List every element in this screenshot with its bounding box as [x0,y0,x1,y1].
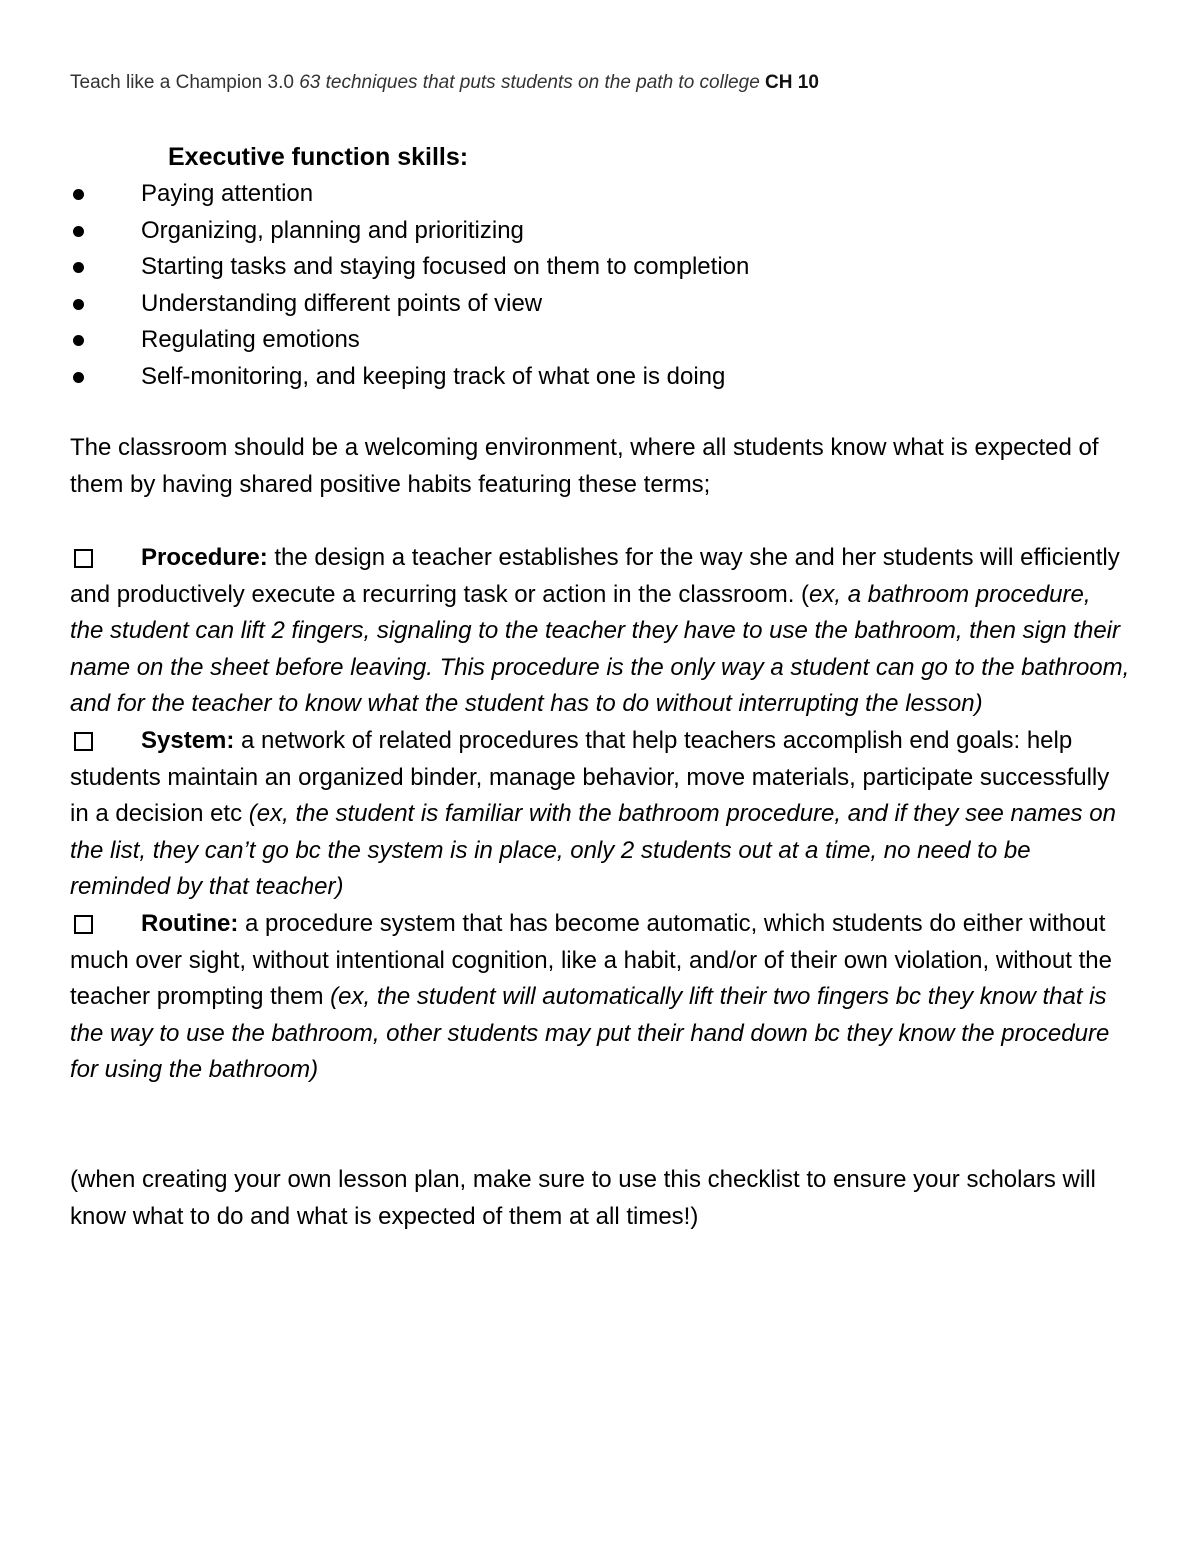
bullet-dot-icon [73,189,84,200]
term-name: Routine: [141,909,239,937]
terms-checklist [70,540,1130,1089]
term-definition: a procedure system that has become automatic, which students do either without much over sight, without intentional cognition, like a habit, and/or of their own violation, without the teacher prompting them [70,909,1112,1011]
term-routine [70,906,1130,1089]
list-item [70,176,749,213]
closing-paragraph: (when creating your own lesson plan, make sure to use this checklist to ensure your scholars will know what to do and what is expected of them at all times!) [70,1166,1096,1230]
checkbox-empty-icon[interactable] [74,549,93,568]
list-item [70,359,749,396]
bullet-dot-icon [73,262,84,273]
term-name: Procedure: [141,544,268,571]
term-definition: the design a teacher establishes for the way she and her students will efficiently and productively execute a recurring task or action in the classroom. ( [70,544,1120,608]
skill-label: Paying attention [141,180,314,207]
list-item [70,213,749,250]
term-example: (ex, the student is familiar with the bathroom procedure, and if they see names on the list, they can’t go bc the system is in place, only 2 students out at a time, no need to be reminded by that teacher) [70,800,1116,901]
page-header [70,72,819,94]
skill-label: Starting tasks and staying focused on them to completion [141,253,750,281]
list-item [70,249,749,286]
term-name: System: [141,726,235,754]
skill-label: Understanding different points of view [141,289,543,317]
skills-list [70,176,749,396]
skill-label: Regulating emotions [141,326,360,354]
header-subtitle: 63 techniques that puts students on the path to college [299,72,760,93]
term-example: (ex, the student will automatically lift their two fingers bc they know that is the way to use the bathroom, other students may put their hand down bc they know the procedure for using the bathroom) [70,983,1110,1084]
bullet-dot-icon [73,226,84,237]
checkbox-empty-icon[interactable] [74,915,93,934]
header-title: Teach like a Champion 3.0 [70,72,294,93]
term-definition: a network of related procedures that help teachers accomplish end goals: help students maintain an organized binder, manage behavior, move materials, participate successfully in a decision etc [70,726,1110,828]
bullet-dot-icon [73,372,84,383]
checkbox-empty-icon[interactable] [74,732,93,751]
bullet-dot-icon [73,335,84,346]
term-system [70,723,1130,906]
skill-label: Organizing, planning and prioritizing [141,216,524,244]
term-example: ex, a bathroom procedure, the student can lift 2 fingers, signaling to the teacher they have to use the bathroom, then sign their name on the sheet before leaving. This procedure is the only way a student can go to the bathroom, and for the teacher to know what the student has to do without interrupting the lesson) [70,580,1130,718]
header-chapter: CH 10 [765,72,819,93]
list-item [70,322,749,359]
skill-label: Self-monitoring, and keeping track of what one is doing [141,362,726,390]
term-procedure [70,540,1130,723]
bullet-dot-icon [73,299,84,310]
intro-paragraph: The classroom should be a welcoming environment, where all students know what is expected of them by having shared positive habits featuring these terms; [70,434,1099,498]
list-item [70,286,749,323]
skills-title: Executive function skills: [168,143,469,171]
